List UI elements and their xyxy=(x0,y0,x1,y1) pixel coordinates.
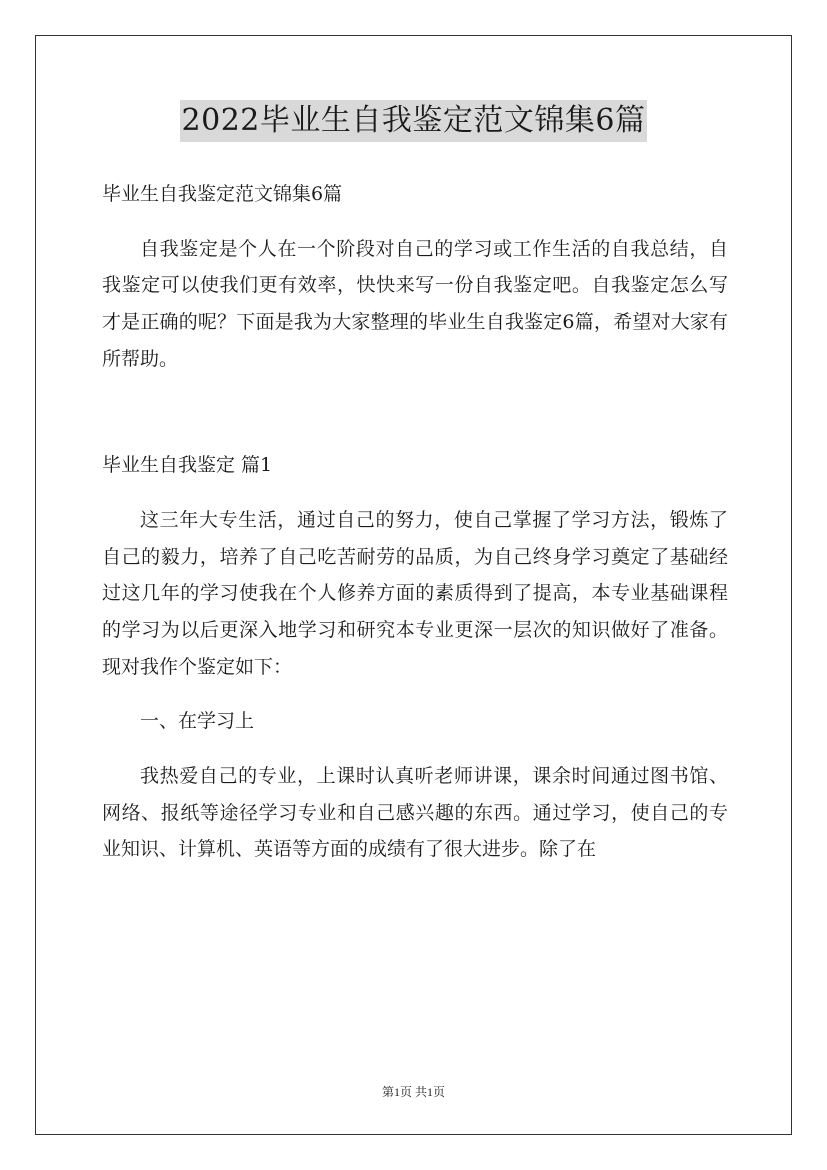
intro-paragraph: 自我鉴定是个人在一个阶段对自己的学习或工作生活的自我总结，自我鉴定可以使我们更有效率，快快来写一份自我鉴定吧。自我鉴定怎么写才是正确的呢？下面是我为大家整理的毕业生自我鉴定6篇，希望对大家有所帮助。 xyxy=(102,237,728,370)
document-body xyxy=(102,176,728,868)
title-container xyxy=(0,100,827,142)
section-heading: 毕业生自我鉴定 篇1 xyxy=(102,454,273,477)
subheading: 一、在学习上 xyxy=(140,710,255,733)
document-title: 2022毕业生自我鉴定范文锦集6篇 xyxy=(180,100,648,142)
body-paragraph-2: 我热爱自己的专业，上课时认真听老师讲课，课余时间通过图书馆、网络、报纸等途径学习专业和自己感兴趣的东西。通过学习，使自己的专业知识、计算机、英语等方面的成绩有了很大进步。除了在 xyxy=(102,765,728,861)
page-footer: 第1页 共1页 xyxy=(381,1085,445,1099)
body-paragraph: 这三年大专生活，通过自己的努力，使自己掌握了学习方法，锻炼了自己的毅力，培养了自己吃苦耐劳的品质，为自己终身学习奠定了基础经过这几年的学习使我在个人修养方面的素质得到了提高，本专业基础课程的学习为以后更深入地学习和研究本专业更深一层次的知识做好了准备。现对我作个鉴定如下： xyxy=(102,508,728,678)
document-subtitle: 毕业生自我鉴定范文锦集6篇 xyxy=(102,183,343,205)
